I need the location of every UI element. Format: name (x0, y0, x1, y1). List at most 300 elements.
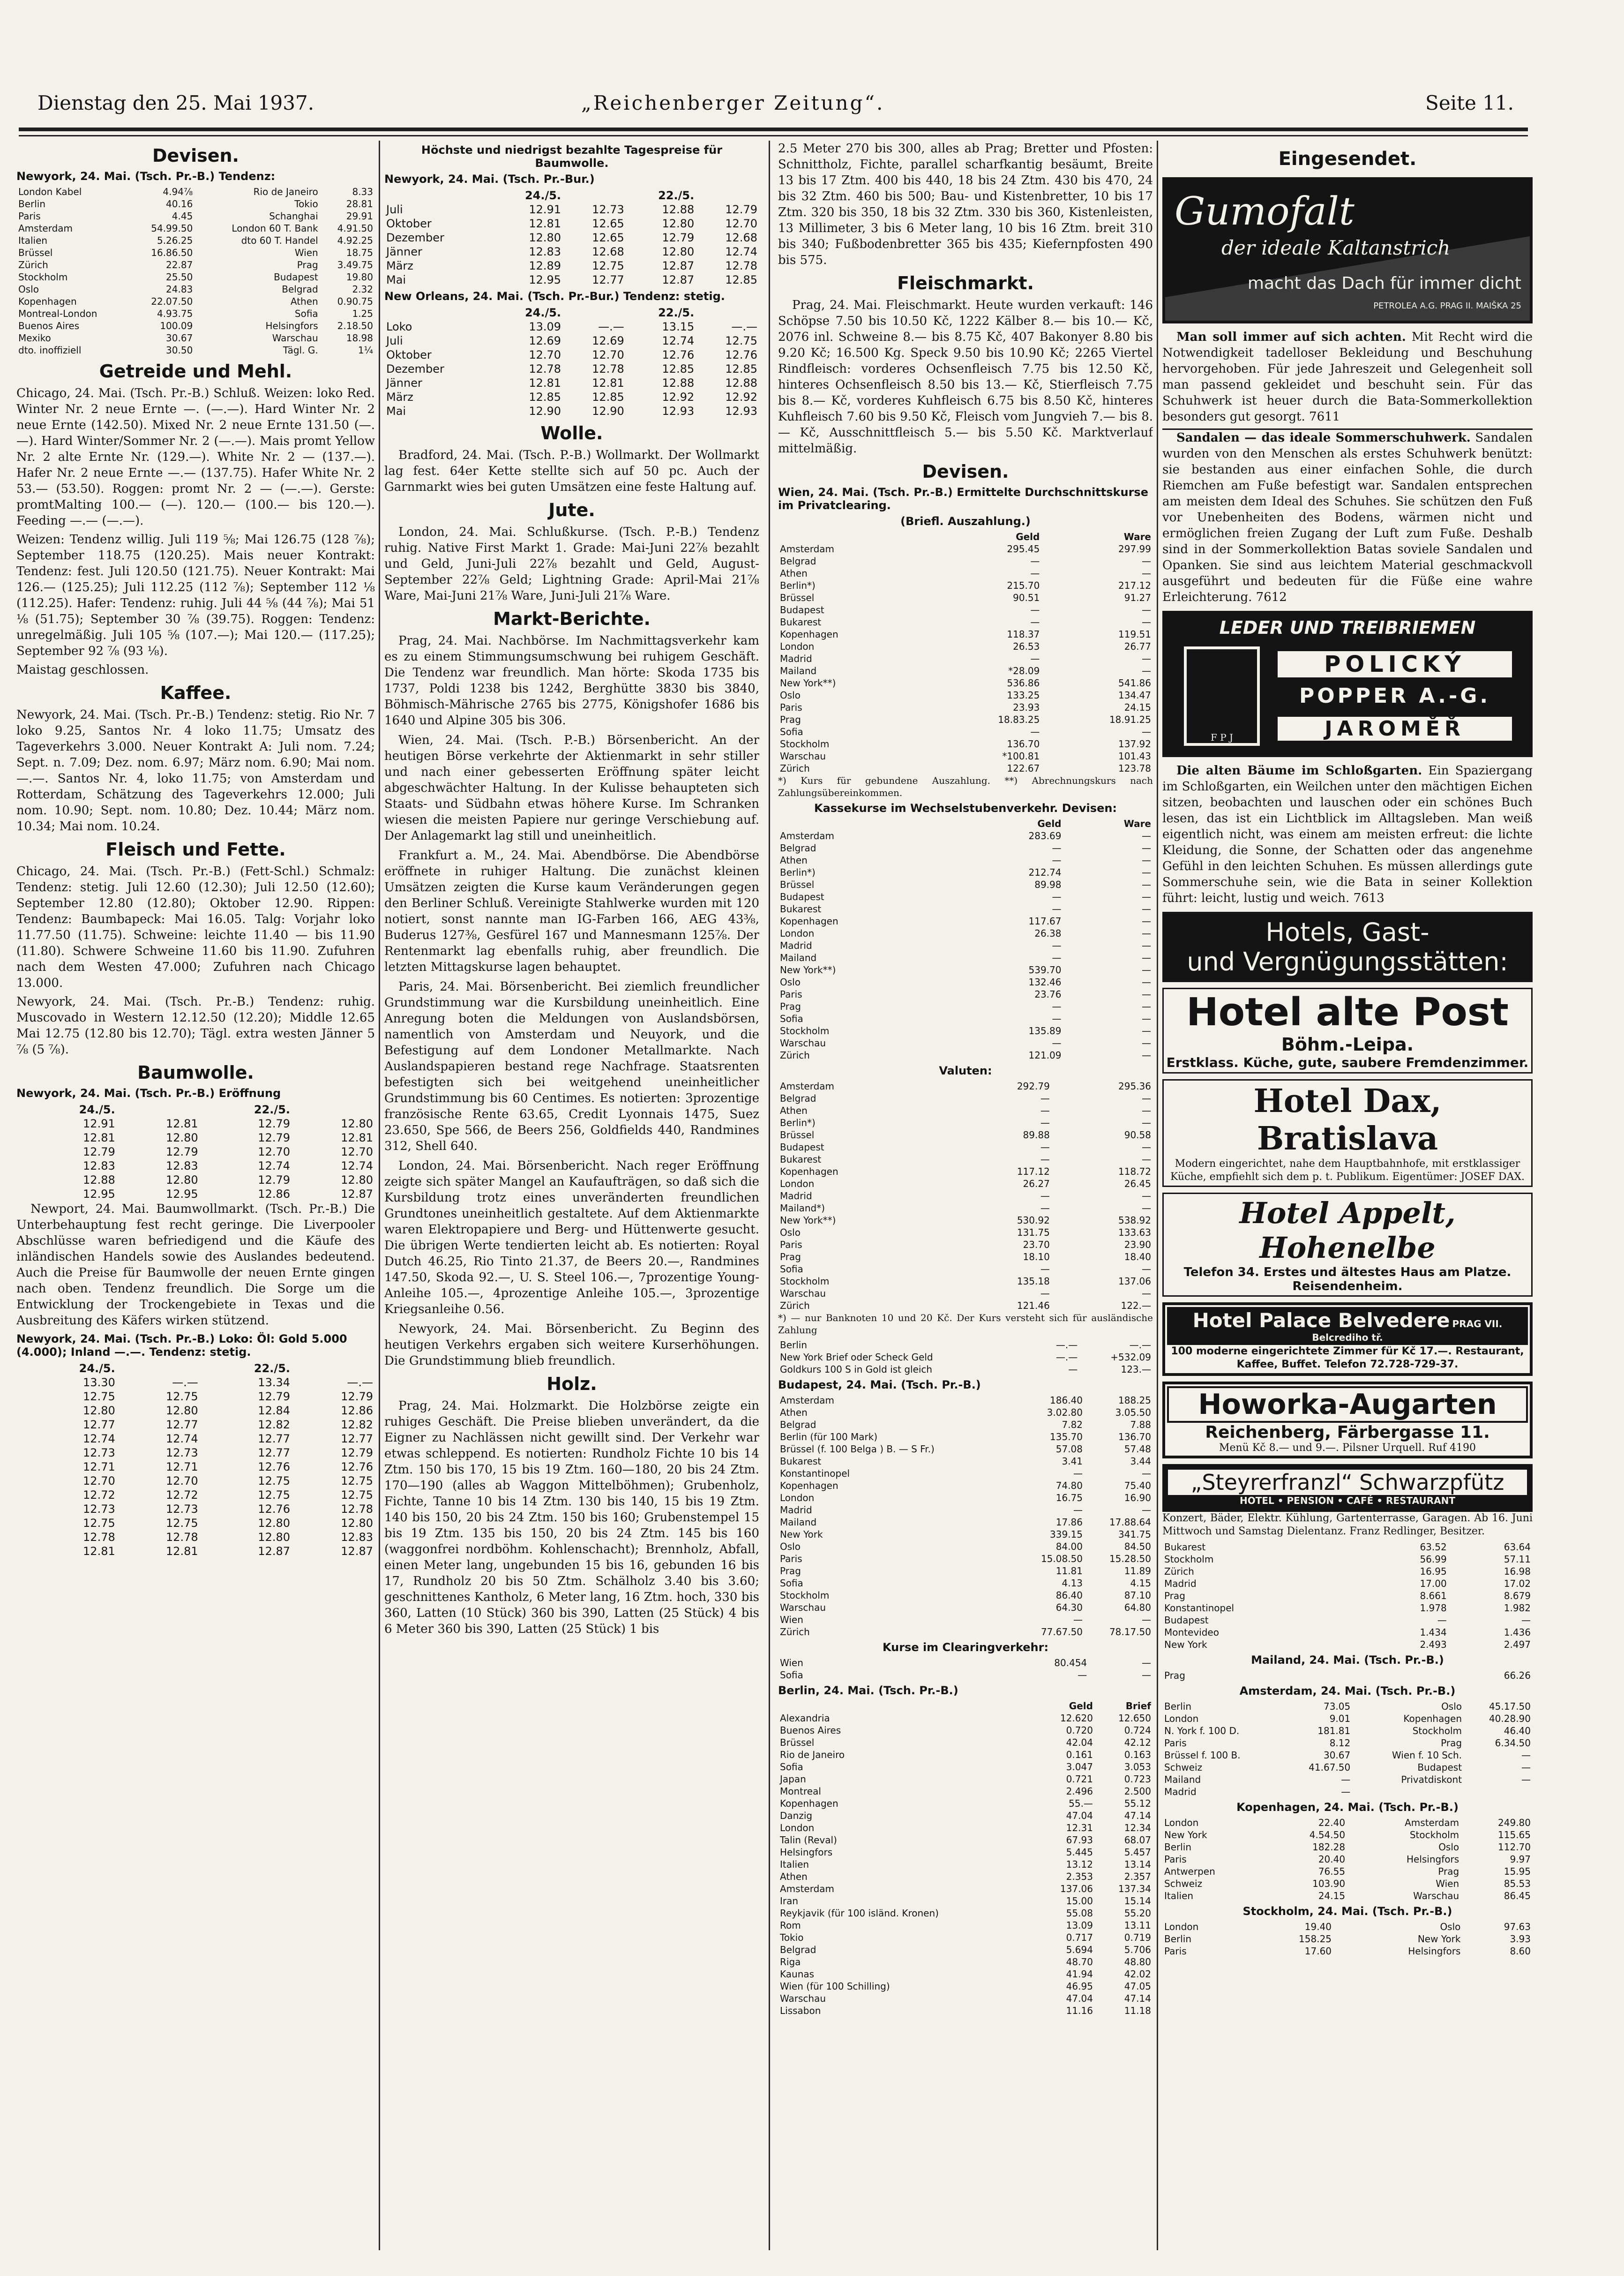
table-cell: Warschau (780, 1993, 826, 2004)
table-cell: 47.14 (1124, 1810, 1151, 1821)
table-row (778, 2005, 1153, 2017)
table-cell (16, 1432, 25, 1446)
table-cell (16, 1404, 25, 1418)
table-row (16, 283, 375, 295)
table-header-cell (384, 188, 493, 203)
market-subheading: Newyork, 24. Mai. (Tsch. Pr.-B.) Tendenz: (16, 170, 276, 183)
table-cell: 12.34 (1124, 1822, 1151, 1833)
table-row (778, 1724, 1153, 1736)
table-row (16, 1474, 375, 1488)
table-row (778, 1178, 1153, 1190)
table-row (778, 1299, 1153, 1312)
table-cell: 12.77 (592, 273, 624, 286)
table-cell: 12.88 (725, 376, 757, 390)
table-cell: 181.81 (1317, 1725, 1351, 1736)
table-cell: Oktober (386, 348, 432, 361)
table-cell: 46.95 (1066, 1981, 1093, 1992)
table-cell: 12.95 (83, 1187, 115, 1201)
table-cell: 137.34 (1118, 1883, 1151, 1894)
wien-report: Wien, 24. Mai. (Tsch. P.-B.) Börsenbericht. An der heutigen Börse verkehrte der Aktienmarkt in sehr stiller und nach einer gebesserten Eröffnung später leicht abgeschwächter Haltung. In der Kulisse behaupteten sich Staats- und Südbahn etwas höhere Kurse. Im Schranken wiesen die meisten Papiere nur geringe Verschiebung auf. Der Anlagemarkt lag still und uneinheitlich. (384, 733, 759, 843)
table-cell: Jänner (386, 245, 422, 258)
table-cell: 12.76 (258, 1502, 291, 1516)
table-cell: 12.77 (258, 1432, 291, 1445)
table-cell: 12.75 (341, 1488, 373, 1502)
kopenhagen-table (1162, 1817, 1533, 1902)
table-cell: Riga (780, 1956, 801, 1968)
table-cell: 137.92 (1118, 738, 1151, 750)
table-row (16, 1488, 375, 1502)
table-cell: 63.64 (1504, 1541, 1531, 1553)
table-cell: 42.02 (1124, 1968, 1151, 1980)
policky-ad (1162, 611, 1533, 757)
table-cell: dto. inoffiziell (18, 345, 82, 356)
table-row (778, 1919, 1153, 1931)
table-cell: 12.77 (165, 1418, 198, 1431)
table-cell: 12.74 (258, 1159, 291, 1172)
table-cell: London Kabel (18, 186, 82, 197)
table-cell: 16.95 (1420, 1566, 1447, 1577)
gold-table (778, 1339, 1153, 1375)
table-cell: Brüssel (780, 592, 815, 603)
table-cell: 17.86 (1055, 1517, 1083, 1528)
table-cell: — (1142, 1117, 1151, 1128)
table-cell: 12.87 (341, 1545, 373, 1558)
table-cell: 2.32 (352, 284, 373, 295)
table-cell: 12.77 (83, 1418, 115, 1431)
table-cell: — (1142, 952, 1151, 963)
bata-notice-3: Die alten Bäume im Schloßgarten. Ein Spaziergang im Schloßgarten, ein Weilchen unter den mächtigen Eichen sitzen, beobachten und lauschen oder ein schönes Buch lesen, das ist ein Lichtblick im Alltagsleben. Man weiß eigentlich nicht, was einem am meisten erfreut: die lichte Kleidung, die Sonne, der Schatten oder das angenehme Gefühl in den leichten Schuhen. Es müssen allerdings gute Sommerschuhe sein, wie die Bata in seiner Kollektion führt: leicht, lustig und weich. 7613 (1162, 764, 1533, 905)
hotel-alte-post-ad: Hotel alte Post Böhm.-Leipa. Erstklass. Küche, gute, saubere Fremdenzimmer. (1162, 988, 1533, 1074)
table-cell: 12.75 (341, 1474, 373, 1487)
table-cell: 12.65 (592, 217, 624, 230)
table-row (778, 1931, 1153, 1944)
table-cell: Sofia (780, 1761, 803, 1773)
table-row (384, 245, 759, 259)
table-cell: 121.09 (1028, 1050, 1062, 1061)
table-cell: 2.493 (1420, 1639, 1447, 1650)
table-cell: — (1142, 1190, 1151, 1202)
table-row (778, 1601, 1153, 1614)
table-cell: 530.92 (1017, 1215, 1050, 1226)
table-cell: dto 60 T. Handel (241, 235, 318, 246)
table-cell: 12.89 (529, 259, 561, 272)
page-number: Seite 11. (1425, 91, 1514, 114)
table-row (1162, 1590, 1533, 1602)
table-header-cell (117, 1103, 200, 1117)
table-cell: 3.44 (1130, 1456, 1151, 1467)
table-cell: Budapest (274, 271, 318, 283)
table-cell: 186.40 (1050, 1395, 1083, 1406)
table-cell (16, 1544, 25, 1558)
hotels-banner (1162, 912, 1533, 982)
table-cell: 8.60 (1510, 1945, 1531, 1957)
table-cell: Prag (297, 259, 318, 270)
table-cell: Amsterdam (780, 1883, 835, 1894)
table-row (384, 320, 759, 334)
table-cell: 26.45 (1124, 1178, 1151, 1189)
table-cell: 66.26 (1504, 1670, 1531, 1681)
table-cell: 12.88 (662, 376, 695, 390)
table-row (778, 1749, 1153, 1761)
table-cell: 12.90 (529, 405, 561, 418)
table-cell: Madrid (780, 1190, 812, 1202)
table-cell: Stockholm (1409, 1829, 1459, 1840)
table-cell: Prag (780, 1251, 801, 1262)
table-cell: Schweiz (1164, 1878, 1203, 1889)
section-heading-getreide: Getreide und Mehl. (99, 361, 292, 382)
table-cell: Italien (18, 235, 48, 246)
table-row (778, 1351, 1153, 1363)
table-cell: 11.89 (1124, 1565, 1151, 1577)
table-row (778, 1363, 1153, 1375)
section-heading-devisen: Devisen. (152, 145, 239, 166)
table-cell: Amsterdam (1405, 1817, 1459, 1828)
table-cell: 12.70 (258, 1145, 291, 1158)
table-cell: Kopenhagen (780, 916, 838, 927)
table-cell: — (1052, 1013, 1062, 1024)
table-cell: 73.05 (1323, 1701, 1351, 1712)
table-cell: — (1142, 726, 1151, 737)
table-cell: 17.00 (1420, 1578, 1447, 1589)
table-cell: Bukarest (780, 903, 822, 915)
table-cell: 12.75 (83, 1390, 115, 1403)
table-cell: Brüssel (780, 1129, 815, 1141)
table-cell: 12.65 (592, 231, 624, 244)
table-row (1162, 1626, 1533, 1638)
table-cell: Warschau (272, 332, 318, 344)
table-cell: März (386, 259, 413, 272)
table-cell: Italien (1164, 1890, 1194, 1901)
table-cell: — (1521, 1615, 1531, 1626)
table-cell: 12.78 (165, 1531, 198, 1544)
table-cell: 12.85 (725, 273, 757, 286)
table-cell: 12.88 (662, 203, 695, 216)
table-row (778, 1797, 1153, 1810)
table-cell: 42.04 (1066, 1737, 1093, 1748)
table-cell: Budapest (1417, 1762, 1462, 1773)
table-row (778, 1773, 1153, 1785)
table-cell: Brüssel (f. 100 Belga ) B. — S Fr.) (780, 1443, 935, 1455)
table-cell: 78.17.50 (1109, 1626, 1151, 1638)
table-row (778, 1431, 1153, 1443)
table-cell: 538.92 (1118, 1215, 1151, 1226)
table-row (778, 1822, 1153, 1834)
table-cell: 12.76 (341, 1460, 373, 1473)
table-cell: 19.40 (1304, 1921, 1332, 1932)
table-cell: Athen (780, 1105, 808, 1116)
table-cell: 12.79 (83, 1145, 115, 1158)
table-row (778, 842, 1153, 854)
table-cell: 118.72 (1118, 1166, 1151, 1177)
table-row (1162, 1865, 1533, 1878)
table-cell: 47.14 (1124, 1993, 1151, 2004)
table-cell: 12.31 (1066, 1822, 1093, 1833)
table-cell: 12.93 (725, 405, 757, 418)
table-cell: 12.95 (165, 1187, 198, 1201)
table-cell: Oktober (386, 217, 432, 230)
table-cell: Konstantinopel (1164, 1602, 1235, 1614)
section-heading-fleischmarkt: Fleischmarkt. (897, 273, 1034, 293)
table-cell: Bukarest (780, 1456, 822, 1467)
table-row (384, 348, 759, 362)
newyork-report: Newyork, 24. Mai. Börsenbericht. Zu Beginn des heutigen Verkehrs ergaben sich weitere Kurserhöhungen. Die Grundstimmung blieb freundlich. (384, 1322, 759, 1368)
table-row (384, 362, 759, 376)
table-cell: Bukarest (780, 1154, 822, 1165)
table-header-cell (696, 306, 759, 320)
policky-logo-letters: F P J (1210, 732, 1234, 743)
table-cell: 48.70 (1066, 1956, 1093, 1968)
table-cell: 15.14 (1124, 1895, 1151, 1907)
hotel-dax-ad: Hotel Dax, Bratislava Modern eingerichtet, nahe dem Hauptbahnhofe, mit erstklassiger Küche, empfiehlt sich dem p. t. Publikum. Eigentümer: JOSEF DAX. (1162, 1079, 1533, 1187)
table-cell: Stockholm (780, 738, 830, 750)
table-row (778, 1419, 1153, 1431)
table-cell: 12.75 (258, 1488, 291, 1502)
table-cell: 12.88 (83, 1173, 115, 1187)
table-row (778, 1251, 1153, 1263)
table-cell: Oslo (780, 690, 801, 701)
table-cell: New York (1164, 1829, 1207, 1840)
table-row (16, 295, 375, 308)
section-heading-wolle: Wolle. (540, 423, 603, 443)
table-cell: 17.02 (1504, 1578, 1531, 1589)
table-cell: 75.40 (1124, 1480, 1151, 1491)
table-cell: Budapest (1164, 1615, 1209, 1626)
table-cell: — (1142, 855, 1151, 866)
table-cell: — (1142, 653, 1151, 664)
bata-notice-2: Sandalen — das ideale Sommerschuhwerk. Sandalen wurden von den Menschen als erstes Schuhwerk benützt: sie bestanden aus einer einfachen Sohle, die durch Riemchen am Fuße befestigt war. Sandalen entsprechen am meisten dem Ideal des Schuhes. Sie schützen den Fuß vor Unebenheiten des Bodens, wärmen nicht und ermöglichen freien Zugang der Luft zum Fuße. Deshalb sind in der Sommerkollektion Batas soviele Sandalen und Opanken. Sie sind aus leichtem Material geschmackvoll ausgeführt und bedeuten für die Füße eine wahre Erleichterung. 7612 (1162, 431, 1533, 604)
table-cell: Konstantinopel (780, 1468, 850, 1479)
bata-notice-1: Man soll immer auf sich achten. Mit Recht wird die Notwendigkeit tadelloser Bekleidung und Beschuhung hervorgehoben. Für jede Jahreszeit und Gelegenheit soll man passend gekleidet und beschuht sein. Für das Schuhwerk ist heuer durch die Bata-Sommerkollektion besonders gut gesorgt. 7611 (1162, 330, 1533, 424)
column-1 (16, 141, 375, 2241)
table-row (778, 714, 1153, 726)
table-cell: 12.80 (165, 1404, 198, 1417)
table-header-cell: 22./5. (658, 189, 695, 202)
table-cell: 4.92.25 (337, 235, 373, 246)
table-row (778, 1516, 1153, 1528)
table-cell: 18.75 (346, 247, 373, 258)
table-cell: 12.70 (725, 217, 757, 230)
table-row (384, 273, 759, 287)
table-cell: 12.80 (165, 1173, 198, 1187)
table-row (1162, 1577, 1533, 1590)
london-report: London, 24. Mai. Börsenbericht. Nach reger Eröffnung zeigte sich später Mangel an Kaufaufträgen, so daß sich die Kursbildung trotz eines unveränderten freundlichen Grundtones uneinheitlich gestaltete. Auf dem Aktienmarkte waren Elektropapiere und Berg- und Hüttenwerte gesucht. Die übrigen Werte tendierten leicht ab. Es notierten: Royal Dutch 46.25, Rio Tinto 21.37, de Beers 20.—, Randmines 147.50, Skoda 92.—, U. S. Steel 106.—, 7prozentige Young-Anleihe 105.—, 4prozentige Anleihe 105.—, 3prozentige Kriegsanleihe 0.56. (384, 1159, 759, 1316)
table-cell: 30.67 (1323, 1750, 1351, 1761)
table-cell: 12.86 (258, 1187, 291, 1201)
table-row (778, 1214, 1153, 1226)
table-cell: — (1040, 1202, 1050, 1214)
table-cell: — (1341, 1786, 1351, 1797)
table-row (16, 332, 375, 344)
table-cell: 12.76 (725, 348, 757, 361)
table-row (778, 1239, 1153, 1251)
table-row (16, 308, 375, 320)
table-cell: 3.02.80 (1047, 1407, 1083, 1418)
table-cell: Stockholm (1412, 1725, 1462, 1736)
table-row (778, 689, 1153, 701)
table-cell: — (1040, 1142, 1050, 1153)
table-row (1162, 1841, 1533, 1853)
table-header-cell: Geld (1037, 818, 1062, 829)
mailand-table (1162, 1669, 1533, 1682)
column-separator (769, 141, 770, 2250)
table-row (16, 247, 375, 259)
table-cell: 42.12 (1124, 1737, 1151, 1748)
table-cell: 63.52 (1420, 1541, 1447, 1553)
table-cell: 12.81 (529, 376, 561, 390)
table-cell: — (1142, 1263, 1151, 1275)
table-row (778, 830, 1153, 842)
table-cell: 2.357 (1124, 1871, 1151, 1882)
table-cell: 100.09 (160, 320, 193, 331)
table-row (778, 1712, 1153, 1724)
table-row (16, 1145, 375, 1159)
table-cell: 8.33 (352, 186, 373, 197)
table-cell: 8.12 (1329, 1737, 1351, 1749)
table-cell: 17.60 (1304, 1945, 1332, 1957)
table-cell: 0.720 (1066, 1725, 1093, 1736)
table-cell: 135.18 (1017, 1276, 1050, 1287)
table-row (778, 1275, 1153, 1287)
table-row (778, 1492, 1153, 1504)
table-cell: Warschau (780, 751, 826, 762)
table-row (778, 1968, 1153, 1980)
table-cell: — (1052, 1037, 1062, 1049)
table-cell: 4.91.50 (337, 223, 373, 234)
table-cell: 4.13 (1062, 1577, 1083, 1589)
table-cell: 4.45 (172, 210, 193, 222)
baumwolle-table (16, 1103, 375, 1201)
table-cell: — (1142, 1142, 1151, 1153)
table-cell: 29.91 (346, 210, 373, 222)
prag-report: Prag, 24. Mai. Nachbörse. Im Nachmittagsverkehr kam es zu einem Stimmungsumschwung bei ruhigem Geschäft. Die Tendenz war freundlich. Man hörte: Skoda 1735 bis 1737, Poldi 1238 bis 1242, Berghütte 3830 bis 3840, Böhmisch-Mährische 2765 bis 2775, Königshofer 1686 bis 1640 und Alpine 305 bis 306. (384, 634, 759, 728)
table-cell: 26.27 (1023, 1178, 1050, 1189)
table-cell (16, 1516, 25, 1530)
market-subheading: Wien, 24. Mai. (Tsch. Pr.-B.) Ermittelte Durchschnittskurse im Privatclearing. (778, 486, 1148, 512)
holz-report: Prag, 24. Mai. Holzmarkt. Die Holzbörse zeigte ein ruhiges Geschäft. Die Preise blieben unverändert, da die Eigner zu Nachlässen nicht gewillt sind. Der Verkehr war etwas schleppend. Es notierten: Rundholz Fichte 10 bis 14 Ztm. 150 bis 170, 15 bis 19 Ztm. 160—180, 20 bis 24 Ztm. 170—190 (alles ab Waggon Mittelböhmen); Grubenholz, Fichte, Tanne 10 bis 14 Ztm. 130 bis 140, 15 bis 19 Ztm. 140 bis 150, 20 bis 24 Ztm. 150 bis 160; Grubenstempel 15 bis 19 Ztm. 135 bis 150, 20 bis 24 Ztm. 145 bis 160 (waggonfrei nordböhm. Kohlenschacht); Brennholz, Abfall, einen Meter lang, ungebunden 15 bis 16, gebunden 16 bis 17, Rundholz 20 bis 50 Ztm. Schälholz 3.40 bis 3.60; geschnittenes Kantholz, 6 Meter lang, 16 Ztm. hoch, 330 bis 360, Latten (10 Stück) 360 bis 390, Latten (25 Stück) 4 bis 6 Meter 360 bis 390, Latten (25 Stück) 1 bis (384, 1399, 759, 1636)
table-cell: 22.87 (166, 259, 193, 270)
table-cell: — (1073, 1468, 1083, 1479)
table-cell: Kopenhagen (780, 1798, 838, 1809)
table-cell: — (1078, 1669, 1087, 1681)
table-row (778, 1565, 1153, 1577)
table-cell: —.— (731, 320, 757, 333)
table-row (1162, 1817, 1533, 1829)
table-cell: Stockholm (18, 271, 68, 283)
table-cell: 12.73 (165, 1502, 198, 1516)
baumwolle-neworleans-table (384, 306, 759, 418)
table-row (778, 1956, 1153, 1968)
table-cell: — (1052, 842, 1062, 854)
table-cell: 12.70 (592, 348, 624, 361)
table-cell: 18.91.25 (1109, 714, 1151, 725)
table-row (778, 1394, 1153, 1406)
table-cell: 12.80 (341, 1517, 373, 1530)
table-cell: 12.620 (1060, 1713, 1093, 1724)
table-cell: 55.08 (1066, 1908, 1093, 1919)
table-cell: — (1068, 1364, 1078, 1375)
table-cell: *100.81 (1002, 751, 1040, 762)
market-subheading: Newyork, 24. Mai. (Tsch. Pr.-B.) Eröffnung (16, 1087, 281, 1100)
table-cell: 18.40 (1124, 1251, 1151, 1262)
table-cell: 12.91 (529, 203, 561, 216)
table-row (384, 404, 759, 418)
table-cell: — (1030, 616, 1040, 628)
table-cell: Prag (780, 1565, 801, 1577)
table-cell: 85.53 (1504, 1878, 1531, 1889)
table-row (778, 555, 1153, 567)
zucker-report: Newyork, 24. Mai. (Tsch. Pr.-B.) Tendenz: ruhig. Muscovado in Western 12.12.50 (12.20); Middle 12.65 Mai 12.75 (12.80 bis 12.70); Tägl. extra westen Jänner 5 ⅞ (5 ⅞). (16, 995, 375, 1057)
table-cell: 12.80 (662, 245, 695, 258)
table-cell (16, 1117, 25, 1131)
table-cell: 12.77 (258, 1446, 291, 1459)
table-cell: Mai (386, 273, 406, 286)
table-cell: — (1142, 1037, 1151, 1049)
table-cell: 41.94 (1066, 1968, 1093, 1980)
table-row (16, 344, 375, 356)
table-cell: Warschau (780, 1037, 826, 1049)
table-row (1162, 1933, 1533, 1945)
table-cell (16, 1418, 25, 1432)
table-row (778, 1000, 1153, 1013)
table-cell: 86.45 (1504, 1890, 1531, 1901)
table-row (778, 1049, 1153, 1061)
table-cell: Prag (1164, 1590, 1185, 1601)
table-cell: 15.28.50 (1109, 1553, 1151, 1564)
table-cell: 0.90.75 (337, 296, 373, 307)
market-subheading: Newyork, 24. Mai. (Tsch. Pr.-B.) Loko: Öl: Gold 5.000 (4.000); Inland —.—. Tendenz: stetig. (16, 1332, 347, 1359)
table-cell: 68.07 (1124, 1834, 1151, 1846)
table-cell: 13.15 (662, 320, 695, 333)
table-cell: Prag (1441, 1737, 1462, 1749)
table-cell: 24.83 (166, 284, 193, 295)
table-cell: 283.69 (1028, 830, 1062, 841)
table-cell: 57.48 (1124, 1443, 1151, 1455)
table-cell: 12.80 (341, 1173, 373, 1187)
table-row (778, 750, 1153, 762)
market-subheading: Kopenhagen, 24. Mai. (Tsch. Pr.-B.) (1236, 1801, 1459, 1814)
column-2 (384, 141, 759, 2171)
table-header-cell: 24./5. (524, 306, 561, 319)
table-cell: 23.76 (1034, 989, 1062, 1000)
table-row (778, 1577, 1153, 1589)
fleisch-fette-report: Chicago, 24. Mai. (Tsch. Pr.-B.) (Fett-Schl.) Schmalz: Tendenz: stetig. Juli 12.60 (12.30); Juli 12.50 (12.60); September 12.80 (12.80); Oktober 12.90. Rippen: Tendenz: Baumbapeck: Mai 16.05. Talg: Vorjahr loko 11.77.50 (11.75). Schweine: leichte 11.40 — bis 11.90 (11.80). Schwere Schweine 11.60 bis 11.90. Zufuhren nach dem Westen 47.000; Zufuhren nach Chicago 13.000. (16, 864, 375, 990)
table-cell: Prag (1438, 1866, 1459, 1877)
table-header-cell: Geld (1069, 1700, 1093, 1712)
table-row (778, 1263, 1153, 1275)
table-row (778, 1626, 1153, 1638)
table-row (778, 1883, 1153, 1895)
table-cell: — (1142, 1202, 1151, 1214)
market-subheading: Amsterdam, 24. Mai. (Tsch. Pr.-B.) (1239, 1684, 1456, 1698)
table-cell: 5.445 (1066, 1847, 1093, 1858)
table-cell: 0.161 (1066, 1749, 1093, 1760)
table-cell: — (1030, 556, 1040, 567)
table-cell: — (1040, 1288, 1050, 1299)
table-cell: Kopenhagen (780, 1480, 838, 1491)
table-cell: 12.75 (258, 1474, 291, 1487)
market-subheading: New Orleans, 24. Mai. (Tsch. Pr.-Bur.) Tendenz: stetig. (384, 290, 725, 303)
table-row (778, 915, 1153, 927)
table-cell: Amsterdam (780, 1081, 835, 1092)
table-cell: Stockholm (780, 1025, 830, 1037)
table-cell: 295.36 (1118, 1081, 1151, 1092)
table-row (16, 1187, 375, 1201)
table-cell (16, 1446, 25, 1460)
table-cell: Iran (780, 1895, 799, 1907)
policky-logo (1184, 646, 1260, 746)
jute-report: London, 24. Mai. Schlußkurse. (Tsch. P.-B.) Tendenz ruhig. Native First Markt 1. Grade: Mai-Juni 22⅞ bezahlt und Geld, Juni-Juli 22⅞ bezahlt und Geld, August-September 22⅞ Geld; Lightning Grade: April-Mai 21⅞ Ware, Mai-Juni 21⅞ Ware, Juni-Juli 21⅞ Ware. (384, 525, 759, 603)
table-row (778, 1504, 1153, 1516)
